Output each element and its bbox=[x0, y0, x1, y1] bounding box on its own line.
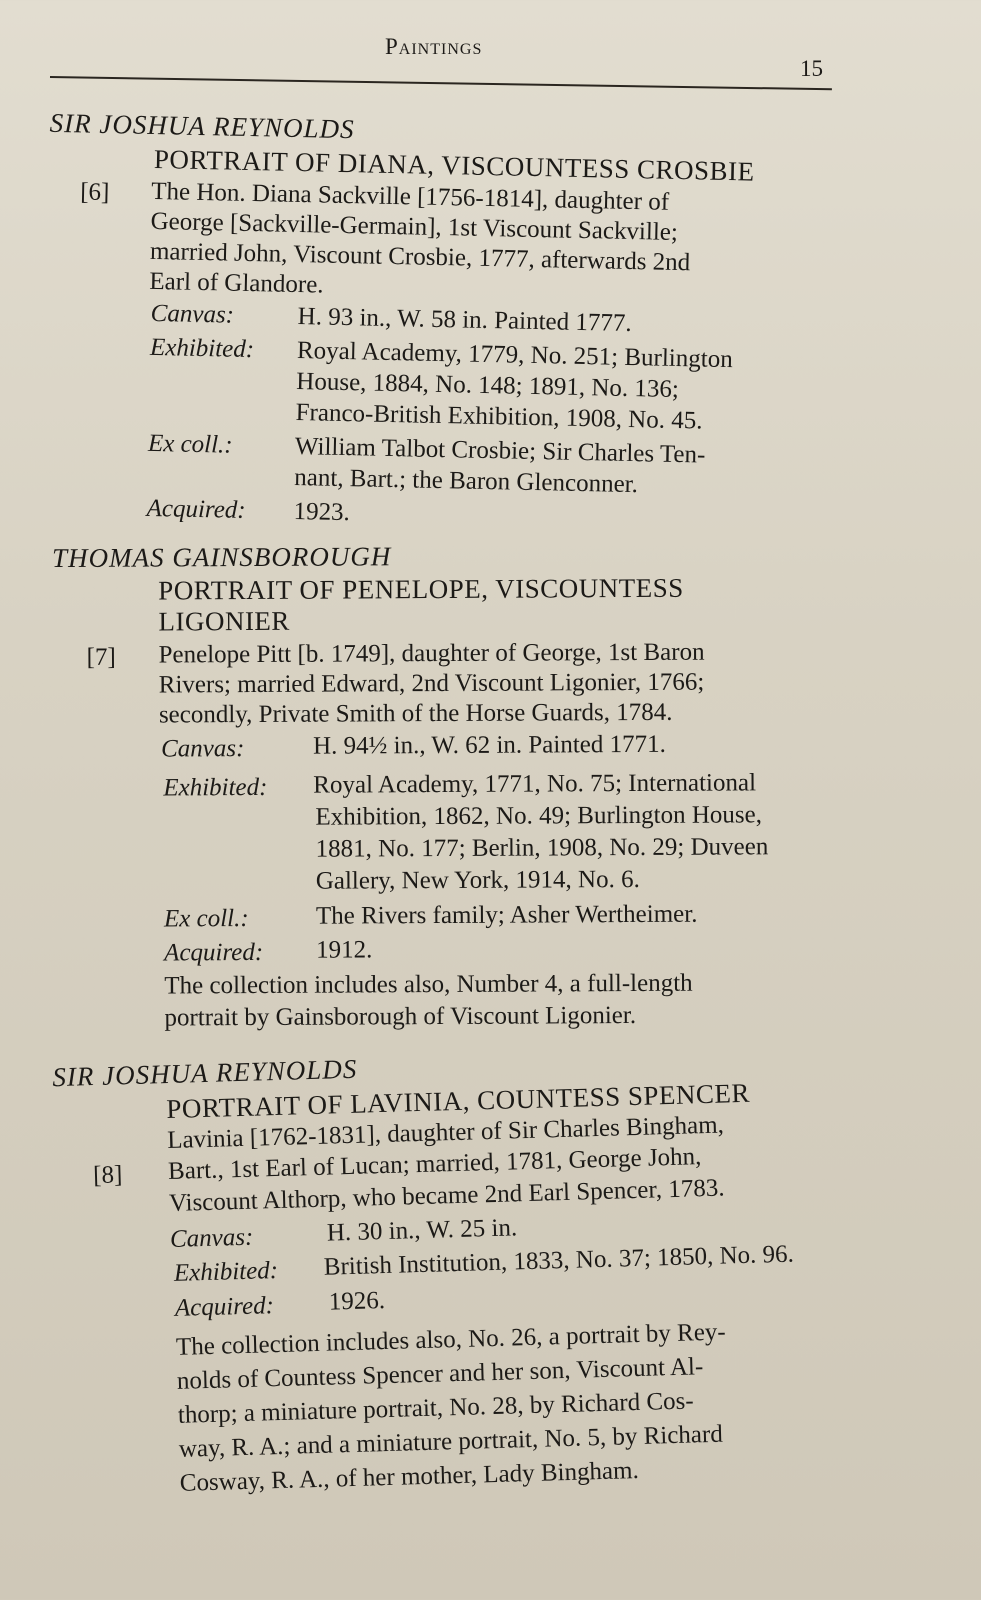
excoll-line: William Talbot Crosbie; Sir Charles Ten- bbox=[294, 432, 706, 469]
exhibited-line: Royal Academy, 1779, No. 251; Burlington bbox=[296, 337, 734, 374]
description-line: Rivers; married Edward, 2nd Viscount Ligonier, 1766; bbox=[158, 668, 705, 699]
catalogue-number: [7] bbox=[86, 643, 116, 671]
canvas-value: H. 30 in., W. 25 in. bbox=[326, 1214, 518, 1247]
exhibited-line: British Institution, 1833, No. 37; 1850, No. 96. bbox=[323, 1240, 795, 1281]
note-line: portrait by Gainsborough of Viscount Ligonier. bbox=[164, 1001, 637, 1032]
description-line: Earl of Glandore. bbox=[149, 267, 324, 299]
description-line: married John, Viscount Crosbie, 1777, afterwards 2nd bbox=[149, 237, 691, 277]
note-line: thorp; a miniature portrait, No. 28, by Richard Cos- bbox=[177, 1387, 694, 1429]
excoll-label: Ex coll.: bbox=[163, 905, 249, 933]
canvas-label: Canvas: bbox=[150, 299, 235, 329]
catalogue-entry-8 bbox=[0, 1036, 981, 1497]
painting-title: PORTRAIT OF DIANA, VISCOUNTESS CROSBIE bbox=[153, 143, 755, 187]
catalogue-entry-7 bbox=[0, 538, 981, 1032]
description-line: Penelope Pitt [b. 1749], daughter of George, 1st Baron bbox=[158, 638, 705, 669]
note-line: The collection includes also, Number 4, a full-length bbox=[164, 969, 693, 1000]
description-line: George [Sackville-Germain], 1st Viscount Sackville; bbox=[150, 207, 679, 246]
exhibited-label: Exhibited: bbox=[163, 773, 268, 802]
exhibited-label: Exhibited: bbox=[149, 333, 255, 364]
painting-title: PORTRAIT OF PENELOPE, VISCOUNTESS bbox=[158, 572, 684, 606]
description-line: secondly, Private Smith of the Horse Guards, 1784. bbox=[158, 698, 673, 729]
exhibited-line: Exhibition, 1862, No. 49; Burlington House, bbox=[315, 801, 763, 831]
description-line: Lavinia [1762-1831], daughter of Sir Charles Bingham, bbox=[166, 1111, 725, 1155]
acquired-value: 1926. bbox=[328, 1287, 386, 1316]
artist-name: THOMAS GAINSBOROUGH bbox=[52, 541, 392, 574]
excoll-label: Ex coll.: bbox=[147, 429, 233, 459]
artist-name: SIR JOSHUA REYNOLDS bbox=[49, 107, 355, 145]
description-line: Bart., 1st Earl of Lucan; married, 1781, George John, bbox=[167, 1143, 702, 1186]
exhibited-line: 1881, No. 177; Berlin, 1908, No. 29; Duveen bbox=[315, 833, 769, 863]
painting-title: LIGONIER bbox=[158, 605, 290, 637]
painting-title: PORTRAIT OF LAVINIA, COUNTESS SPENCER bbox=[165, 1077, 751, 1125]
acquired-value: 1912. bbox=[316, 936, 373, 964]
acquired-label: Acquired: bbox=[174, 1292, 275, 1322]
acquired-label: Acquired: bbox=[164, 938, 264, 967]
canvas-label: Canvas: bbox=[169, 1223, 254, 1253]
artist-name: SIR JOSHUA REYNOLDS bbox=[52, 1053, 358, 1093]
description-line: The Hon. Diana Sackville [1756-1814], daughter of bbox=[150, 177, 670, 216]
note-line: Cosway, R. A., of her mother, Lady Bingham. bbox=[179, 1457, 640, 1497]
exhibited-label: Exhibited: bbox=[173, 1256, 279, 1287]
header-rule bbox=[50, 76, 832, 90]
page-number: 15 bbox=[800, 56, 823, 81]
note-line: The collection includes also, No. 26, a portrait by Rey- bbox=[175, 1318, 727, 1361]
catalogue-number: [8] bbox=[92, 1161, 123, 1190]
excoll-line: nant, Bart.; the Baron Glenconner. bbox=[294, 463, 639, 499]
running-head: Paintings bbox=[385, 34, 483, 59]
canvas-value: H. 93 in., W. 58 in. Painted 1777. bbox=[297, 303, 632, 338]
acquired-value: 1923. bbox=[293, 497, 351, 527]
exhibited-line: Royal Academy, 1771, No. 75; International bbox=[313, 769, 757, 799]
catalogue-entry-6 bbox=[0, 107, 981, 527]
exhibited-line: House, 1884, No. 148; 1891, No. 136; bbox=[296, 368, 680, 404]
canvas-value: H. 94½ in., W. 62 in. Painted 1771. bbox=[312, 730, 666, 760]
canvas-label: Canvas: bbox=[161, 735, 245, 763]
acquired-label: Acquired: bbox=[146, 494, 246, 524]
note-line: nolds of Countess Spencer and her son, Viscount Al- bbox=[176, 1353, 704, 1395]
description-line: Viscount Althorp, who became 2nd Earl Spencer, 1783. bbox=[168, 1174, 725, 1218]
note-line: way, R. A.; and a miniature portrait, No. 5, by Richard bbox=[178, 1420, 724, 1463]
exhibited-line: Franco-British Exhibition, 1908, No. 45. bbox=[295, 399, 703, 435]
excoll-line: The Rivers family; Asher Wertheimer. bbox=[315, 900, 698, 930]
catalogue-number: [6] bbox=[79, 178, 110, 207]
exhibited-line: Gallery, New York, 1914, No. 6. bbox=[315, 865, 640, 895]
